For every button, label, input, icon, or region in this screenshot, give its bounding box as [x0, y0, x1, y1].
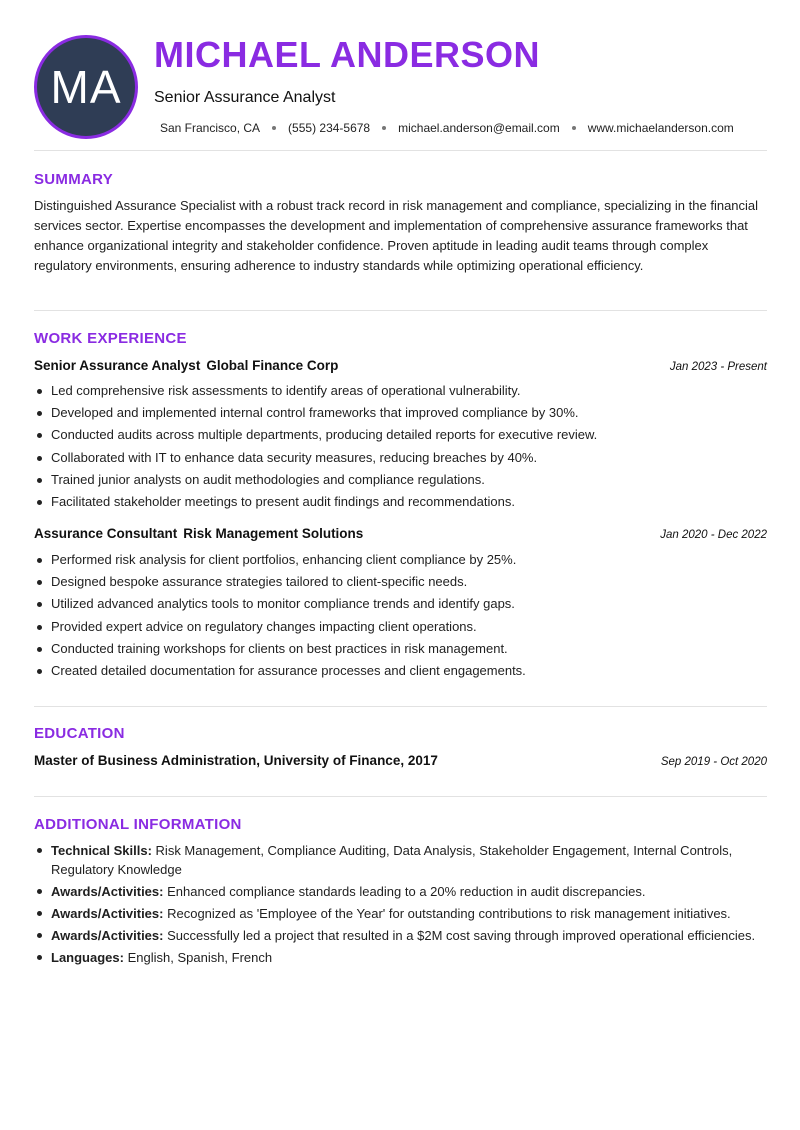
list-item	[34, 841, 767, 879]
education-entry	[34, 753, 767, 768]
item-label: Awards/Activities:	[51, 928, 164, 943]
job-dates: Jan 2020 - Dec 2022	[660, 529, 767, 541]
job-company: Global Finance Corp	[206, 358, 339, 373]
list-item: Utilized advanced analytics tools to monitor compliance trends and identify gaps.	[34, 593, 767, 615]
job-header	[34, 526, 767, 541]
education-heading: EDUCATION	[34, 725, 125, 742]
item-text: English, Spanish, French	[127, 950, 273, 965]
contact-bar	[160, 121, 734, 135]
avatar-initials: MA	[50, 61, 122, 113]
item-label: Languages:	[51, 950, 124, 965]
list-item	[34, 882, 767, 901]
candidate-title: Senior Assurance Analyst	[154, 89, 336, 106]
list-item: Facilitated stakeholder meetings to present audit findings and recommendations.	[34, 491, 767, 513]
separator-dot	[382, 126, 386, 130]
list-item: Led comprehensive risk assessments to identify areas of operational vulnerability.	[34, 380, 767, 402]
list-item: Performed risk analysis for client portfolios, enhancing client compliance by 25%.	[34, 549, 767, 571]
job-title-line	[34, 526, 363, 541]
divider	[34, 310, 767, 311]
contact-location: San Francisco, CA	[160, 121, 261, 135]
separator-dot	[272, 126, 276, 130]
divider	[34, 706, 767, 707]
item-label: Technical Skills:	[51, 843, 152, 858]
job-bullets	[34, 380, 767, 513]
additional-heading: ADDITIONAL INFORMATION	[34, 816, 242, 833]
item-label: Awards/Activities:	[51, 906, 164, 921]
job-company: Risk Management Solutions	[183, 526, 364, 541]
contact-phone: (555) 234-5678	[288, 121, 371, 135]
list-item: Trained junior analysts on audit methodologies and compliance regulations.	[34, 469, 767, 491]
education-degree: Master of Business Administration, University of Finance, 2017	[34, 753, 438, 768]
list-item: Created detailed documentation for assurance processes and client engagements.	[34, 660, 767, 682]
item-text: Recognized as 'Employee of the Year' for outstanding contributions to risk management initiatives.	[167, 906, 731, 921]
education-dates: Sep 2019 - Oct 2020	[660, 756, 767, 768]
summary-heading: SUMMARY	[34, 171, 114, 188]
list-item: Provided expert advice on regulatory changes impacting client operations.	[34, 616, 767, 638]
contact-website[interactable]: www.michaelanderson.com	[587, 121, 734, 135]
candidate-name: MICHAEL ANDERSON	[154, 34, 541, 75]
job-bullets	[34, 549, 767, 682]
list-item: Designed bespoke assurance strategies tailored to client-specific needs.	[34, 571, 767, 593]
avatar	[34, 35, 138, 139]
divider	[34, 150, 767, 151]
list-item: Conducted audits across multiple departments, producing detailed reports for executive review.	[34, 424, 767, 446]
job-title-line	[34, 358, 338, 373]
item-text: Enhanced compliance standards leading to a 20% reduction in audit discrepancies.	[167, 884, 646, 899]
list-item	[34, 904, 767, 923]
experience-heading: WORK EXPERIENCE	[34, 330, 187, 347]
job-role: Assurance Consultant	[34, 526, 178, 541]
separator-dot	[572, 126, 576, 130]
list-item: Developed and implemented internal control frameworks that improved compliance by 30%.	[34, 402, 767, 424]
list-item	[34, 948, 767, 967]
item-label: Awards/Activities:	[51, 884, 164, 899]
list-item	[34, 926, 767, 945]
list-item: Collaborated with IT to enhance data security measures, reducing breaches by 40%.	[34, 447, 767, 469]
divider	[34, 796, 767, 797]
job-dates: Jan 2023 - Present	[669, 361, 767, 373]
item-text: Risk Management, Compliance Auditing, Data Analysis, Stakeholder Engagement, Internal Controls, Regulatory Knowledge	[51, 843, 733, 877]
job-header	[34, 358, 767, 373]
contact-email[interactable]: michael.anderson@email.com	[398, 121, 560, 135]
item-text: Successfully led a project that resulted in a $2M cost saving through improved operational efficiencies.	[167, 928, 756, 943]
list-item: Conducted training workshops for clients on best practices in risk management.	[34, 638, 767, 660]
additional-list	[34, 841, 767, 970]
job-role: Senior Assurance Analyst	[34, 358, 201, 373]
summary-text: Distinguished Assurance Specialist with a robust track record in risk management and compliance, specializing in the financial services sector. Expertise encompasses the development and implementation of comprehensive assurance frameworks that enhance organizational integrity and stakeholder confidence. Proven aptitude in leading audit teams through complex regulatory environments, ensuring adherence to industry standards while optimizing operational efficiency.	[34, 198, 759, 273]
